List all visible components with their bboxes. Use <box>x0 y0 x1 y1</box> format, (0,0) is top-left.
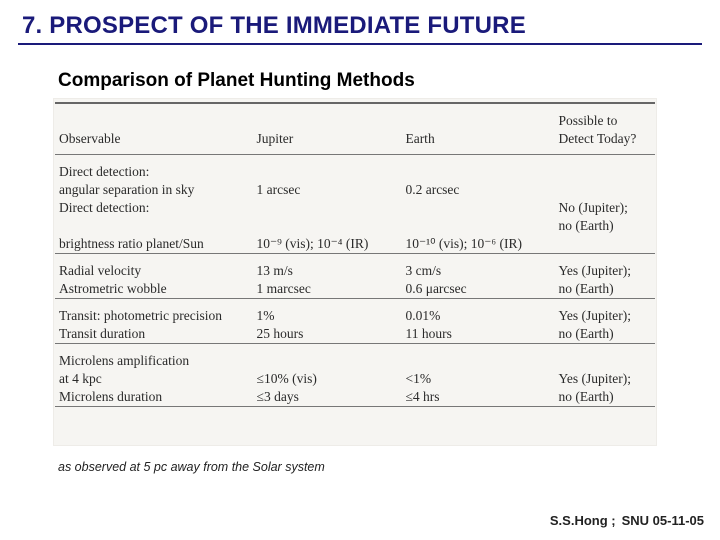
affiliation-date: SNU 05-11-05 <box>621 513 704 528</box>
table-cell: no (Earth) <box>555 325 655 344</box>
table-cell: 11 hours <box>401 325 554 344</box>
table-cell: 1 arcsec <box>256 182 301 197</box>
table-row <box>55 181 655 199</box>
slide-subtitle: Comparison of Planet Hunting Methods <box>58 70 415 91</box>
header-earth: Earth <box>401 103 554 155</box>
table-row <box>55 325 655 344</box>
table-footnote: as observed at 5 pc away from the Solar system <box>58 460 325 474</box>
table-row <box>55 262 655 280</box>
table-header-row <box>55 103 655 155</box>
table-cell: Transit: photometric precision <box>59 308 222 323</box>
table-cell: brightness ratio planet/Sun <box>55 235 253 254</box>
table-row <box>55 307 655 325</box>
table-row <box>55 370 655 388</box>
table-row <box>55 388 655 407</box>
table-cell: no (Earth) <box>555 388 655 407</box>
table-cell: 3 cm/s <box>405 263 442 278</box>
table-cell: Yes (Jupiter); <box>558 371 632 386</box>
header-detect-line1: Possible to <box>558 113 618 128</box>
table-cell: angular separation in sky <box>59 182 195 197</box>
table-cell <box>55 217 253 235</box>
table-cell: Yes (Jupiter); <box>558 308 632 323</box>
table-cell: ≤4 hrs <box>401 388 554 407</box>
table-cell <box>253 163 402 181</box>
table-cell: <1% <box>405 371 432 386</box>
header-observable: Observable <box>55 103 253 155</box>
slide-title: 7. PROSPECT OF THE IMMEDIATE FUTURE <box>22 12 526 39</box>
table-cell: 10⁻⁹ (vis); 10⁻⁴ (IR) <box>253 235 402 254</box>
table-cell <box>555 352 655 370</box>
table-row <box>55 235 655 254</box>
table-cell: 1 marcsec <box>253 280 402 299</box>
table-cell: Direct detection: <box>59 164 150 179</box>
table-row <box>55 199 655 217</box>
table-cell: Microlens amplification <box>59 353 190 368</box>
table-cell: Yes (Jupiter); <box>558 263 632 278</box>
table-cell <box>253 352 402 370</box>
table-cell: No (Jupiter); <box>558 200 628 215</box>
table-row <box>55 217 655 235</box>
table-cell: 25 hours <box>253 325 402 344</box>
header-jupiter: Jupiter <box>253 103 402 155</box>
author-name: S.S.Hong ; <box>549 513 616 528</box>
table-row <box>55 352 655 370</box>
table-cell <box>555 235 655 254</box>
table-cell <box>253 217 402 235</box>
table-cell: Transit duration <box>55 325 253 344</box>
table-cell: Radial velocity <box>59 263 142 278</box>
table-cell <box>401 199 554 217</box>
table-cell: no (Earth) <box>555 280 655 299</box>
table-cell: 0.6 μarcsec <box>401 280 554 299</box>
table-cell: 10⁻¹⁰ (vis); 10⁻⁶ (IR) <box>401 235 554 254</box>
table-cell <box>401 163 554 181</box>
title-underline <box>18 43 702 45</box>
table-cell: 13 m/s <box>256 263 293 278</box>
header-detect-line2: Detect Today? <box>558 131 637 146</box>
table-cell: 1% <box>256 308 275 323</box>
table-cell: ≤10% (vis) <box>256 371 317 386</box>
table-cell <box>555 163 655 181</box>
table-cell: 0.01% <box>405 308 441 323</box>
table-cell: Direct detection: <box>59 200 150 215</box>
header-detect <box>555 103 655 155</box>
author-credit <box>544 513 704 528</box>
table-cell: Astrometric wobble <box>55 280 253 299</box>
table-row <box>55 163 655 181</box>
table-cell <box>253 199 402 217</box>
comparison-table <box>55 102 655 407</box>
table-row <box>55 280 655 299</box>
table-cell: Microlens duration <box>55 388 253 407</box>
table-cell: at 4 kpc <box>59 371 102 386</box>
table-cell: ≤3 days <box>253 388 402 407</box>
table-cell: 0.2 arcsec <box>405 182 460 197</box>
comparison-table-image <box>53 98 657 446</box>
table-cell: no (Earth) <box>558 218 614 233</box>
table-cell <box>401 217 554 235</box>
table-cell <box>401 352 554 370</box>
table-cell <box>555 181 655 199</box>
